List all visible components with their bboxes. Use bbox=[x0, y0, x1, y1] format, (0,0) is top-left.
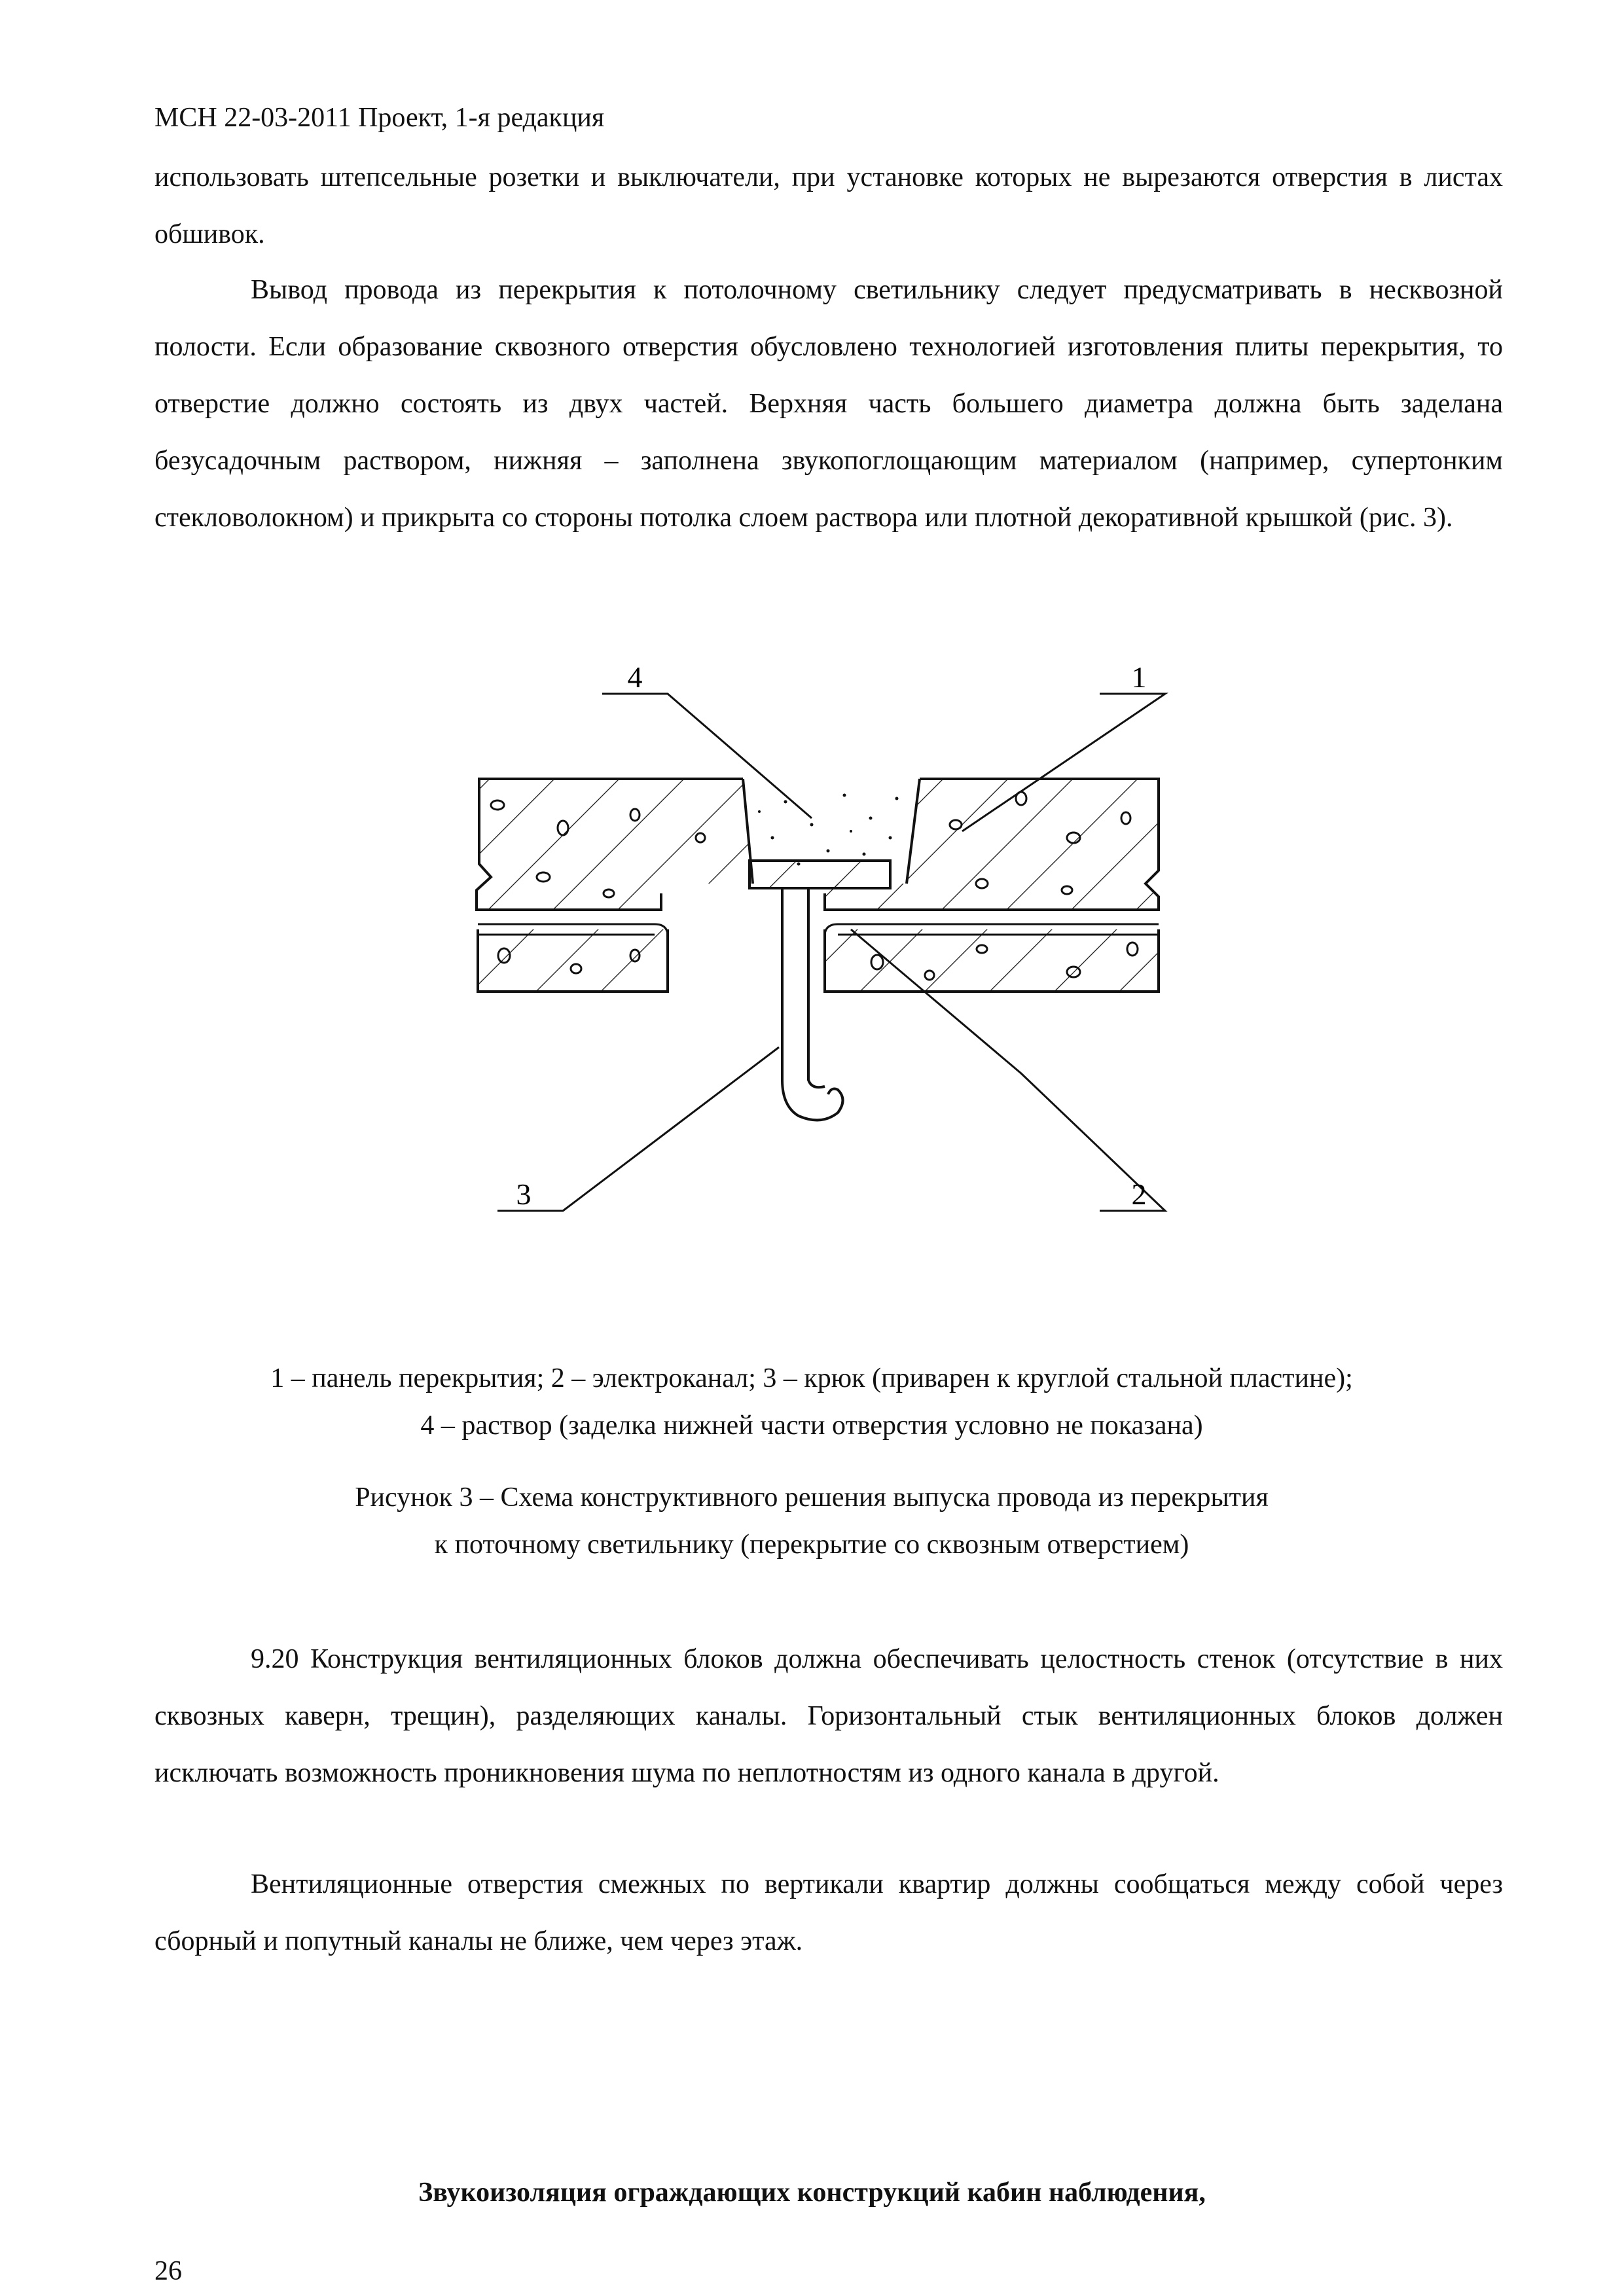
figure-3-diagram bbox=[445, 628, 1198, 1250]
label-4: 4 bbox=[627, 660, 643, 694]
document-header: МСН 22-03-2011 Проект, 1-я редакция bbox=[154, 103, 605, 133]
paragraph-wire-outlet: Вывод провода из перекрытия к потолочному светильнику следует предусматривать в несквозной полости. Если образование сквозного отверстия обусловлено технологией изготовления плиты перекрытия, то отверстие должно состоять из двух частей. Верхняя часть большего диаметра должна быть заделана безусадочным раствором, нижняя – заполнена звукопоглощающим материалом (например, супертонким стекловолокном) и прикрыта со стороны потолка слоем раствора или плотной декоративной крышкой (рис. 3). bbox=[154, 275, 1503, 533]
steel-plate bbox=[749, 861, 890, 888]
slab-upper-hatch bbox=[445, 759, 1198, 929]
label-1: 1 bbox=[1131, 660, 1147, 694]
slab-section-drawing bbox=[445, 628, 1198, 1250]
paragraph-ventilation-openings: Вентиляционные отверстия смежных по вертикали квартир должны сообщаться между собой через сборный и попутный каналы не ближе, чем через этаж. bbox=[154, 1869, 1503, 1956]
caption-line-2: к поточному светильнику (перекрытие со сквозным отверстием) bbox=[434, 1530, 1189, 1560]
figure-legend bbox=[118, 1355, 1506, 1449]
legend-line-1: 1 – панель перекрытия; 2 – электроканал; 3 – крюк (приварен к круглой стальной пластине); bbox=[270, 1363, 1353, 1393]
mortar-fill bbox=[758, 794, 899, 866]
page-number: 26 bbox=[154, 2256, 182, 2286]
section-heading: Звукоизоляция ограждающих конструкций кабин наблюдения, bbox=[418, 2178, 1206, 2208]
label-3: 3 bbox=[516, 1177, 532, 1211]
paragraph-ventilation-blocks: 9.20 Конструкция вентиляционных блоков должна обеспечивать целостность стенок (отсутствие в них сквозных каверн, трещин), разделяющих каналы. Горизонтальный стык вентиляционных блоков должен исключать возможность проникновения шума по неплотностям из одного канала в другой. bbox=[154, 1644, 1503, 1788]
slab-lower-hatch bbox=[445, 916, 1198, 1008]
paragraph-outlets: использовать штепсельные розетки и выключатели, при установке которых не вырезаются отверстия в листах обшивок. bbox=[154, 162, 1503, 249]
legend-line-2: 4 – раствор (заделка нижней части отверстия условно не показана) bbox=[420, 1410, 1203, 1441]
caption-line-1: Рисунок 3 – Схема конструктивного решения выпуска провода из перекрытия bbox=[355, 1482, 1269, 1513]
label-2: 2 bbox=[1131, 1177, 1147, 1211]
figure-caption bbox=[118, 1474, 1506, 1568]
